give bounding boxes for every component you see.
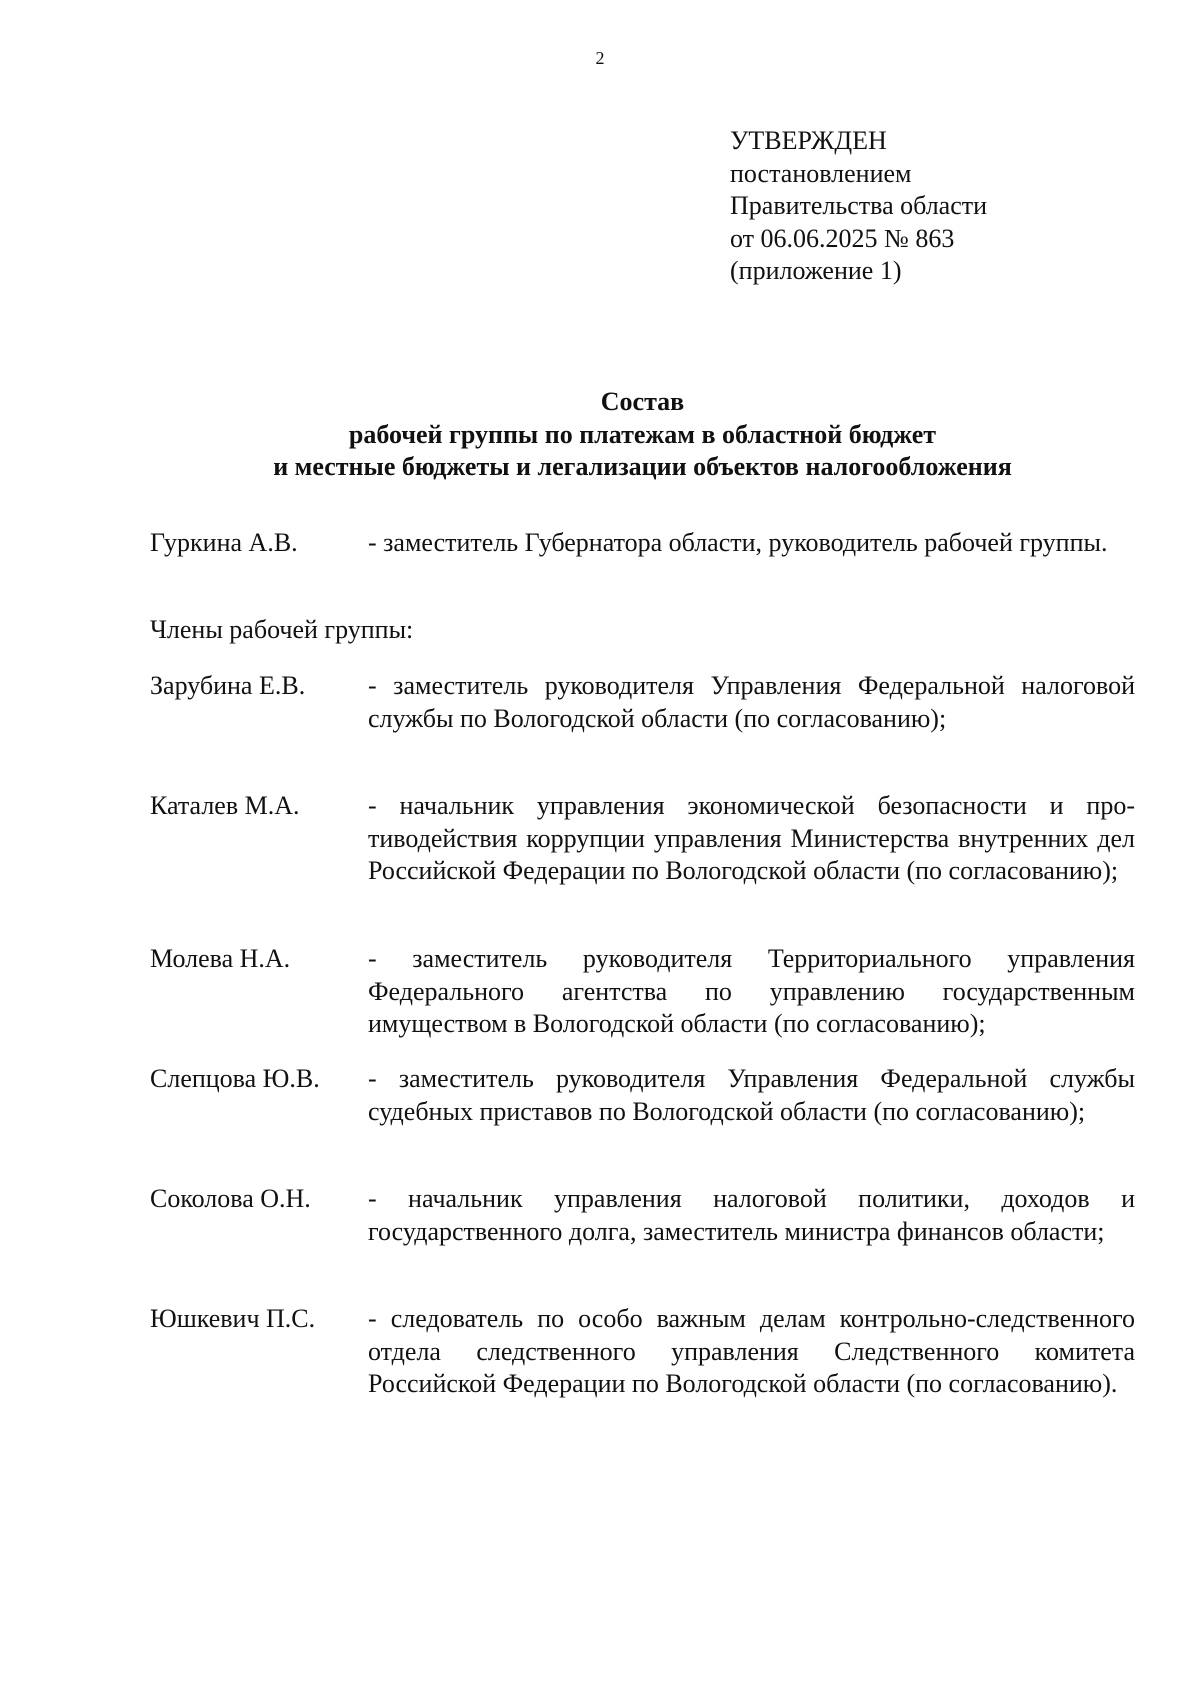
approval-stamp xyxy=(730,125,1150,288)
approval-line-appendix: (приложение 1) xyxy=(730,256,902,285)
member-role: - заместитель руководителя Территориального управления Федерального агентства по управлению государственным имуществом в Вологодской области (по согласованию); xyxy=(368,944,1135,1038)
approval-line-date-number: от 06.06.2025 № 863 xyxy=(730,223,955,253)
approval-line-approved: УТВЕРЖДЕН xyxy=(730,126,887,155)
head-entry xyxy=(150,527,1135,560)
member-entry xyxy=(150,943,1135,1041)
member-entry xyxy=(150,1063,1135,1128)
member-name: Каталев М.А. xyxy=(150,791,300,820)
member-entry xyxy=(150,1183,1135,1248)
title-line-2: рабочей группы по платежам в областной бюджет xyxy=(348,419,937,449)
member-role: - начальник управления налоговой политики, доходов и государственного долга, заместитель министра финансов области; xyxy=(368,1184,1135,1246)
document-title xyxy=(150,386,1135,484)
title-line-3: и местные бюджеты и легализации объектов налогообложения xyxy=(273,452,1012,481)
member-role: - заместитель руководителя Управления Федеральной службы судебных приставов по Вологодской области (по согласованию); xyxy=(368,1064,1135,1126)
member-name: Соколова О.Н. xyxy=(150,1184,311,1213)
member-entry xyxy=(150,670,1135,735)
title-line-1: Состав xyxy=(600,387,685,416)
member-entry xyxy=(150,1303,1135,1401)
member-name: Гуркина А.В. xyxy=(150,528,298,557)
approval-line-government: Правительства области xyxy=(730,191,988,220)
member-role: - заместитель руководителя Управления Федеральной налоговой службы по Вологодской области (по согласованию); xyxy=(368,671,1135,733)
member-name: Юшкевич П.С. xyxy=(150,1304,316,1333)
member-role: - заместитель Губернатора области, руководитель рабочей группы. xyxy=(368,528,1108,557)
page-number: 2 xyxy=(595,48,605,68)
members-heading: Члены рабочей группы: xyxy=(150,615,414,644)
member-entry xyxy=(150,790,1135,888)
member-role: - начальник управления экономической безопасности и противодействия коррупции управления Министерства внутренних дел Российской Федерации по Вологодской области (по согласованию); xyxy=(368,791,1135,885)
member-name: Слепцова Ю.В. xyxy=(150,1064,320,1093)
member-name: Молева Н.А. xyxy=(150,944,291,973)
member-role: - следователь по особо важным делам контрольно-следственного отдела следственного управления Следственного комитета Российской Федерации по Вологодской области (по согласованию). xyxy=(368,1304,1135,1398)
approval-line-resolution: постановлением xyxy=(730,158,912,188)
member-name: Зарубина Е.В. xyxy=(150,671,306,700)
